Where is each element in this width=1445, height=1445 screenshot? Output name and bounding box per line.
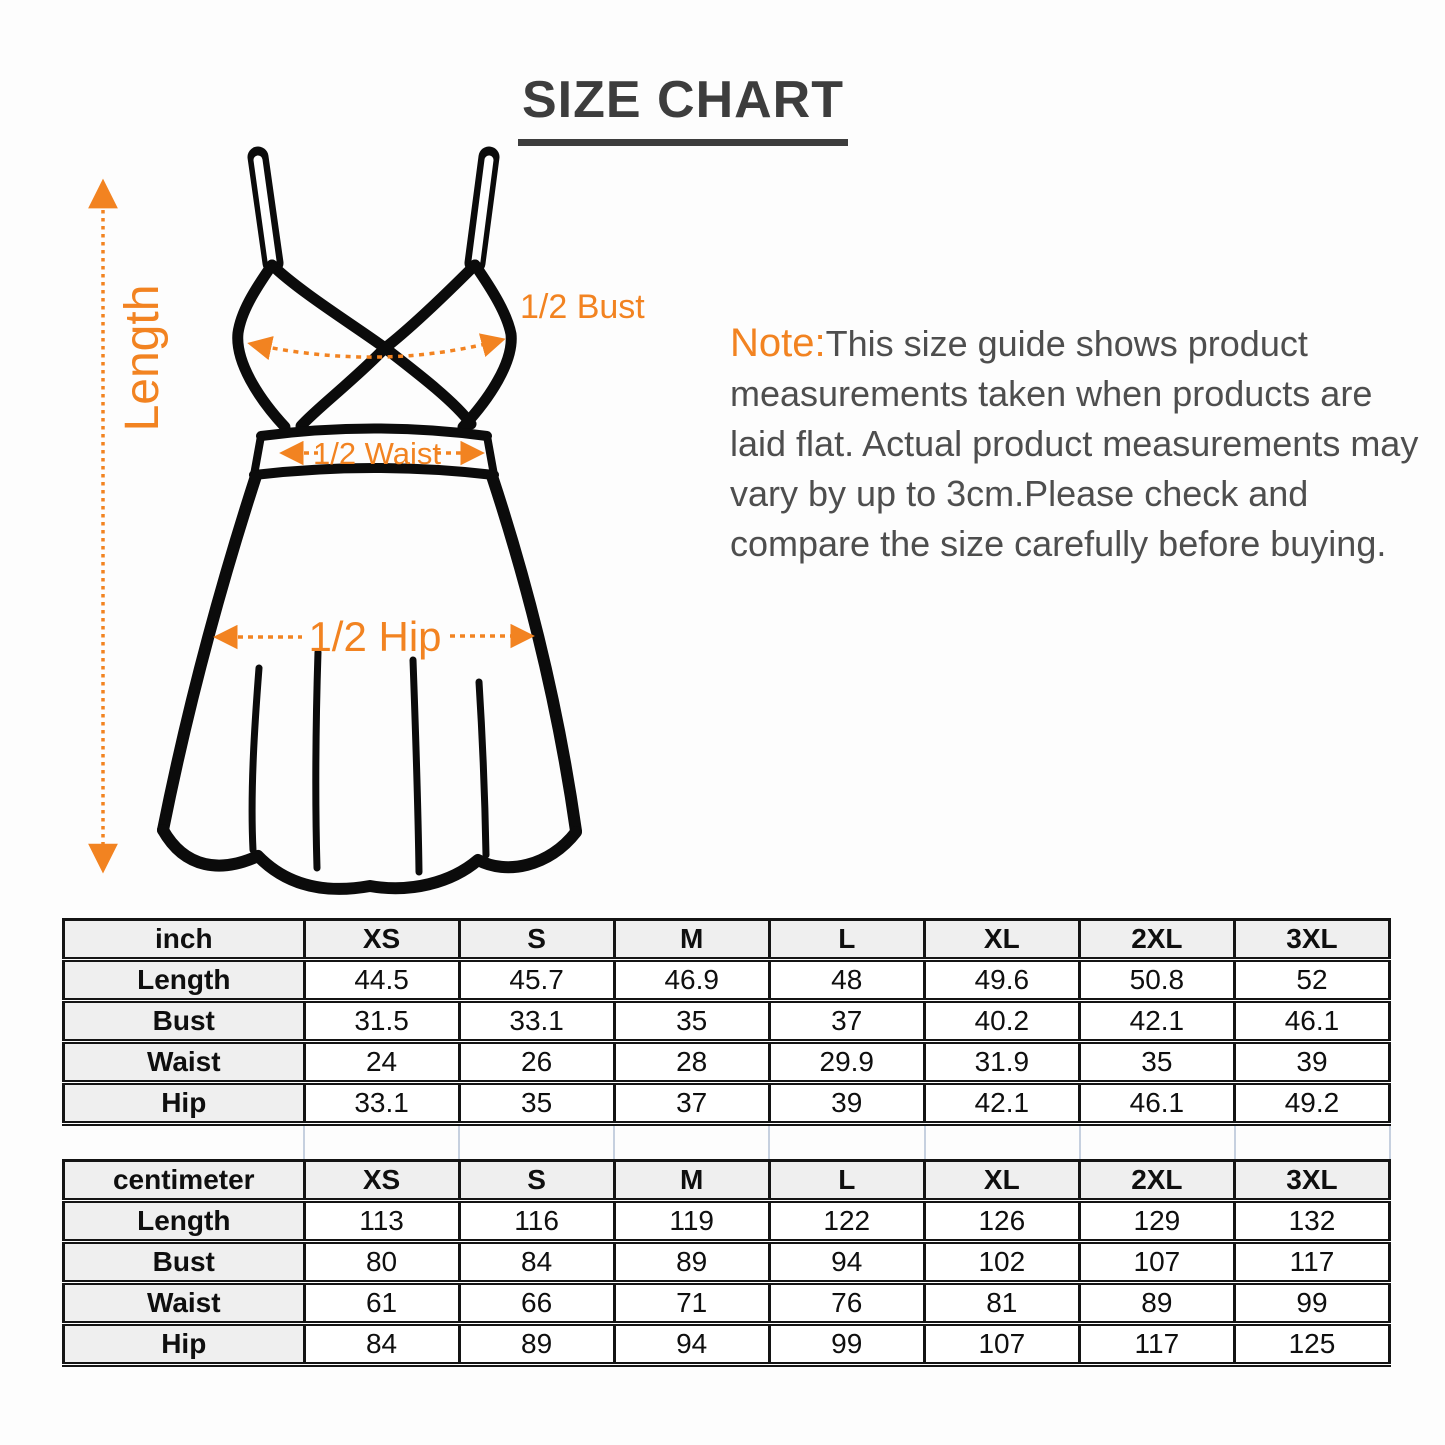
cell: 117 bbox=[1234, 1242, 1389, 1283]
size-header: M bbox=[614, 1161, 769, 1201]
cell: 102 bbox=[924, 1242, 1079, 1283]
table-row bbox=[64, 960, 1390, 1001]
row-label: Length bbox=[64, 960, 305, 1001]
cell: 107 bbox=[1079, 1242, 1234, 1283]
cell: 40.2 bbox=[924, 1001, 1079, 1042]
bust-label: 1/2 Bust bbox=[520, 288, 645, 326]
table-row bbox=[64, 1001, 1390, 1042]
row-label: Bust bbox=[64, 1001, 305, 1042]
row-label: Hip bbox=[64, 1324, 305, 1365]
inch-table bbox=[62, 918, 1391, 1126]
size-header: L bbox=[769, 920, 924, 960]
cell: 49.2 bbox=[1234, 1083, 1389, 1124]
cell: 28 bbox=[614, 1042, 769, 1083]
size-header: XL bbox=[924, 920, 1079, 960]
cell: 31.9 bbox=[924, 1042, 1079, 1083]
size-header: 3XL bbox=[1234, 1161, 1389, 1201]
cell: 119 bbox=[614, 1201, 769, 1242]
cell: 129 bbox=[1079, 1201, 1234, 1242]
waist-label: 1/2 Waist bbox=[312, 436, 442, 471]
cell: 107 bbox=[924, 1324, 1079, 1365]
cell: 113 bbox=[304, 1201, 459, 1242]
cell: 80 bbox=[304, 1242, 459, 1283]
table-row bbox=[64, 1201, 1390, 1242]
centimeter-table bbox=[62, 1159, 1391, 1367]
cell: 46.9 bbox=[614, 960, 769, 1001]
dress-outline bbox=[163, 157, 576, 889]
size-header: M bbox=[614, 920, 769, 960]
cell: 45.7 bbox=[459, 960, 614, 1001]
hip-label: 1/2 Hip bbox=[308, 613, 442, 660]
cell: 99 bbox=[769, 1324, 924, 1365]
cell: 52 bbox=[1234, 960, 1389, 1001]
size-header: XL bbox=[924, 1161, 1079, 1201]
page-title: SIZE CHART bbox=[518, 70, 848, 146]
table-row bbox=[64, 1324, 1390, 1365]
cell: 24 bbox=[304, 1042, 459, 1083]
cell: 94 bbox=[769, 1242, 924, 1283]
cell: 89 bbox=[614, 1242, 769, 1283]
dress-diagram bbox=[75, 140, 685, 920]
cell: 89 bbox=[1079, 1283, 1234, 1324]
cell: 31.5 bbox=[304, 1001, 459, 1042]
table-row bbox=[64, 1242, 1390, 1283]
cell: 116 bbox=[459, 1201, 614, 1242]
cell: 99 bbox=[1234, 1283, 1389, 1324]
cell: 50.8 bbox=[1079, 960, 1234, 1001]
cell: 37 bbox=[614, 1083, 769, 1124]
cell: 33.1 bbox=[304, 1083, 459, 1124]
table-header-row bbox=[64, 920, 1390, 960]
cell: 35 bbox=[1079, 1042, 1234, 1083]
size-header: L bbox=[769, 1161, 924, 1201]
cell: 29.9 bbox=[769, 1042, 924, 1083]
row-label: Waist bbox=[64, 1042, 305, 1083]
unit-header: inch bbox=[64, 920, 305, 960]
length-label: Length bbox=[116, 284, 169, 432]
size-header: 3XL bbox=[1234, 920, 1389, 960]
cell: 26 bbox=[459, 1042, 614, 1083]
row-label: Bust bbox=[64, 1242, 305, 1283]
note-prefix: Note: bbox=[730, 321, 826, 365]
cell: 42.1 bbox=[924, 1083, 1079, 1124]
size-header: XS bbox=[304, 1161, 459, 1201]
cell: 42.1 bbox=[1079, 1001, 1234, 1042]
row-label: Hip bbox=[64, 1083, 305, 1124]
table-header-row bbox=[64, 1161, 1390, 1201]
cell: 117 bbox=[1079, 1324, 1234, 1365]
size-header: S bbox=[459, 1161, 614, 1201]
cell: 122 bbox=[769, 1201, 924, 1242]
cell: 35 bbox=[614, 1001, 769, 1042]
cell: 37 bbox=[769, 1001, 924, 1042]
size-header: 2XL bbox=[1079, 920, 1234, 960]
cell: 48 bbox=[769, 960, 924, 1001]
cell: 84 bbox=[459, 1242, 614, 1283]
table-row bbox=[64, 1083, 1390, 1124]
cell: 39 bbox=[769, 1083, 924, 1124]
table-row bbox=[64, 1042, 1390, 1083]
table-gap bbox=[62, 1126, 1391, 1159]
note-body: This size guide shows product measurements taken when products are laid flat. Actual product measurements may vary by up to 3cm.Please check and compare the size carefully before buying. bbox=[730, 323, 1419, 564]
cell: 33.1 bbox=[459, 1001, 614, 1042]
cell: 66 bbox=[459, 1283, 614, 1324]
cell: 46.1 bbox=[1234, 1001, 1389, 1042]
table-row bbox=[64, 1283, 1390, 1324]
cell: 49.6 bbox=[924, 960, 1079, 1001]
row-label: Waist bbox=[64, 1283, 305, 1324]
cell: 125 bbox=[1234, 1324, 1389, 1365]
cell: 84 bbox=[304, 1324, 459, 1365]
cell: 35 bbox=[459, 1083, 614, 1124]
size-header: S bbox=[459, 920, 614, 960]
unit-header: centimeter bbox=[64, 1161, 305, 1201]
size-header: 2XL bbox=[1079, 1161, 1234, 1201]
size-tables bbox=[62, 918, 1391, 1367]
cell: 94 bbox=[614, 1324, 769, 1365]
note-text bbox=[730, 318, 1422, 569]
row-label: Length bbox=[64, 1201, 305, 1242]
cell: 76 bbox=[769, 1283, 924, 1324]
cell: 46.1 bbox=[1079, 1083, 1234, 1124]
cell: 39 bbox=[1234, 1042, 1389, 1083]
cell: 44.5 bbox=[304, 960, 459, 1001]
cell: 61 bbox=[304, 1283, 459, 1324]
cell: 81 bbox=[924, 1283, 1079, 1324]
cell: 132 bbox=[1234, 1201, 1389, 1242]
cell: 71 bbox=[614, 1283, 769, 1324]
size-header: XS bbox=[304, 920, 459, 960]
cell: 126 bbox=[924, 1201, 1079, 1242]
cell: 89 bbox=[459, 1324, 614, 1365]
